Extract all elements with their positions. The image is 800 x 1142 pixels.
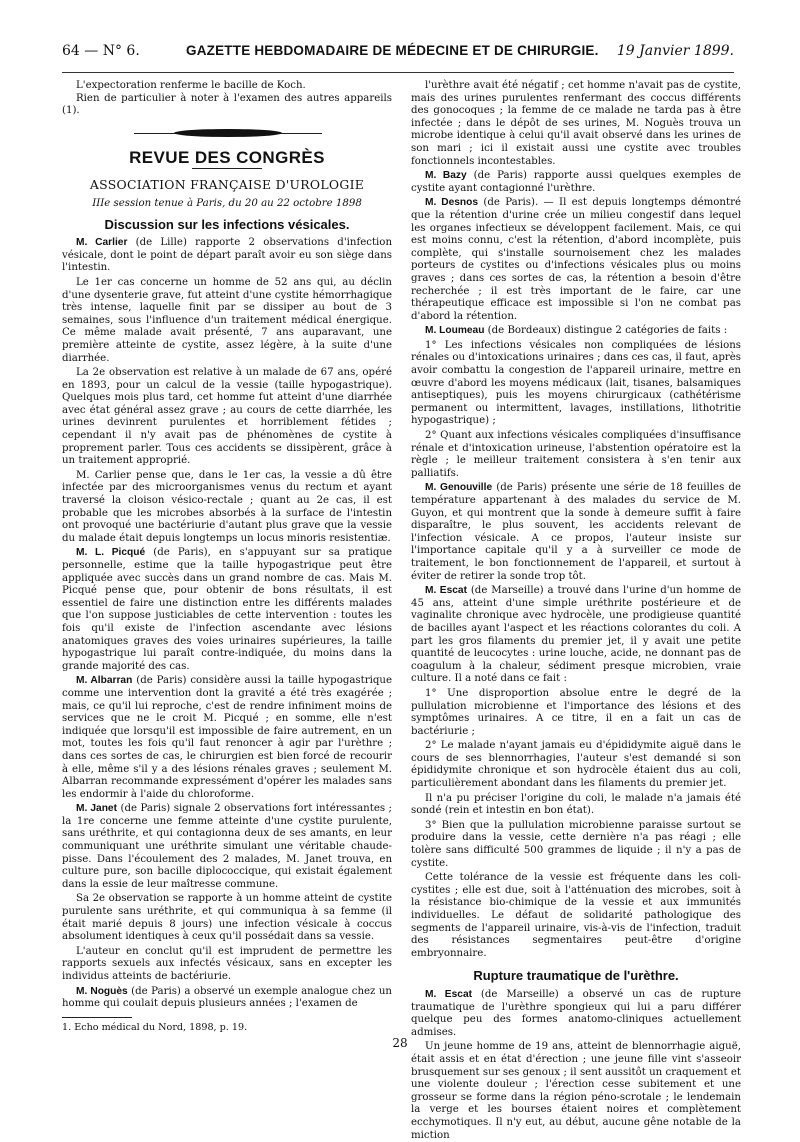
paragraph: 3° Bien que la pullulation microbienne paraisse surtout se produire dans la vessie, cette dernière n'a pas réagi ; elle tolère sans difficulté 500 grammes de liquide ; il n'y a pas de cystite. <box>411 819 741 869</box>
speaker-name: M. Carlier <box>76 237 128 249</box>
speaker-name: M. Escat <box>425 988 472 1000</box>
right-column <box>411 80 741 1142</box>
journal-title: GAZETTE HEBDOMADAIRE DE MÉDECINE ET DE CHIRURGIE. <box>186 43 599 58</box>
paragraph: M. Desnos (de Paris). — Il est depuis longtemps démontré que la rétention d'urine crée un milieu congestif dans lequel les organes infectieux se développent facilement. Mais, ce qui est moins connu, c'est la rétention, d'abord incomplète, puis complète, qui s'installe sournoisement chez les malades porteurs de cystites ou d'infections vésicales plus ou moins graves ; dans ces sortes de cas, la rétention a besoin d'être recherchée ; il est très important de le faire, car une thérapeutique efficace est impossible si l'on ne combat pas d'abord la rétention. <box>411 197 741 322</box>
subsection-title-2: Rupture traumatique de l'urèthre. <box>473 968 679 984</box>
paragraph: l'urèthre avait été négatif ; cet homme n'avait pas de cystite, mais des urines purulentes renfermant des coccus différents des gonocoques ; la femme de ce malade ne tarda pas à être infectée ; dans le dépôt de ses urines, M. Noguès trouva un microbe identique à celui qu'il avait observé dans les urines de son mari ; ici il existait aussi une cystite avec troubles fonctionnels incontestables. <box>411 80 741 167</box>
intro-line: L'expectoration renferme le bacille de Koch. <box>76 80 306 91</box>
paragraph: M. Loumeau (de Bordeaux) distingue 2 catégories de faits : <box>425 325 728 337</box>
speaker-name: M. Bazy <box>425 170 467 182</box>
speaker-name: M. Noguès <box>76 985 128 997</box>
speaker-name: M. Loumeau <box>425 325 485 337</box>
left-paragraphs <box>62 237 392 1011</box>
paragraph: 2° Le malade n'ayant jamais eu d'épididymite aiguë dans le cours de ses blennorrhagies, l'auteur s'est demandé si son épididymite chronique et son hydrocèle étaient dus au coli, particulièrement abondant dans les filaments du premier jet. <box>411 740 741 790</box>
paragraph: M. Genouville (de Paris) présente une série de 18 feuilles de température appartenant à des malades du service de M. Guyon, et qui montrent que la sonde à demeure suffit à faire disparaître, le plus souvent, les accidents relevant de l'infection vésicale. A ce propos, l'auteur insiste sur l'importance capitale qu'il y a à surveiller ce mode de traitement, le bon fonctionnement de l'appareil, et surtout à éviter de retirer la sonde trop tôt. <box>411 482 741 582</box>
section-title: REVUE DES CONGRÈS <box>129 147 325 167</box>
paragraph: M. Carlier pense que, dans le 1er cas, la vessie a dû être infectée par des microorganismes venus du rectum et ayant traversé la cloison vésico-rectale ; quant au 2e cas, il est probable que les microbes absorbés à la surface de l'intestin ont provoqué une bactériurie d'autant plus grave que la vessie du malade était depuis longtemps un locus minoris resistentiæ. <box>62 469 392 544</box>
paragraph: Sa 2e observation se rapporte à un homme atteint de cystite purulente sans uréthrite, et qui communiqua à sa femme (il était marié depuis 8 jours) une infection vésicale à coccus absolument identiques à ceux qu'il possédait dans sa vessie. <box>62 893 392 943</box>
association-title: ASSOCIATION FRANÇAISE D'UROLOGIE <box>89 177 365 193</box>
issue-date: 19 Janvier 1899. <box>616 43 734 59</box>
paragraph: La 2e observation est relative à un malade de 67 ans, opéré en 1893, pour un calcul de la vessie (taille hypogastrique). Quelques mois plus tard, cet homme fut atteint d'une diarrhée avec état général assez grave ; au cours de cette diarrhée, les urines devinrent purulentes et horriblement fétides ; cependant il n'y avait pas de phénomènes de cystite à proprement parler. Tous ces accidents se dissipèrent, grâce à un traitement approprié. <box>62 367 392 467</box>
speaker-name: M. Albarran <box>76 675 133 687</box>
intro-line: Rien de particulier à noter à l'examen des autres appareils (1). <box>62 92 392 117</box>
paragraph: 2° Quant aux infections vésicales compliquées d'insuffisance rénale et d'intoxication urineuse, l'abstention opératoire est la règle ; le meilleur traitement consistera à s'en tenir aux palliatifs. <box>411 430 741 479</box>
paragraph: M. Carlier (de Lille) rapporte 2 observations d'infection vésicale, dont le point de départ paraît avoir eu son siège dans l'intestin. <box>62 237 392 274</box>
paragraph: 1° Les infections vésicales non compliquées de lésions rénales ou d'intoxications urinaires ; dans ces cas, il faut, après avoir combattu la congestion de l'appareil urinaire, mettre en œuvre d'abord les moyens médicaux (lait, tisanes, balsamiques antiseptiques), puis les moyens chirurgicaux (cathétérisme permanent ou intermittent, lavages, instillations, lithotritie hypogastrique) ; <box>411 339 741 427</box>
paragraph: Cette tolérance de la vessie est fréquente dans les coli-cystites ; elle est due, soit à l'atténuation des microbes, soit à la résistance bio-chimique de la vessie et aux immunités individuelles. Le défaut de solidarité pathologique des segments de l'appareil urinaire, vis-à-vis de l'infection, traduit des résistances segmentaires peut-être d'origine embryonnaire. <box>411 872 741 959</box>
paragraph: L'auteur en conclut qu'il est imprudent de permettre les rapports sexuels aux infectés vésicaux, sans en excepter les individus atteints de bactériurie. <box>62 945 392 982</box>
paragraph: M. Janet (de Paris) signale 2 observations fort intéressantes ; la 1re concerne une femme atteinte d'une cystite purulente, sans uréthrite, et qui contagionna deux de ses amants, en leur communiquant une uréthrite simulant une véritable chaude-pisse. Dans l'écoulement des 2 malades, M. Janet trouva, en culture pure, son bacille diplococcique, qui existait également dans la essie de leur maîtresse commune. <box>62 803 392 890</box>
title-rule <box>192 168 262 169</box>
subsection-title: Discussion sur les infections vésicales. <box>104 216 350 232</box>
speaker-name: M. Desnos <box>425 197 479 209</box>
paragraph: Le 1er cas concerne un homme de 52 ans qui, au déclin d'une dysenterie grave, fut atteint d'une cystite hémorrhagique très intense, laquelle finit par se dissiper au bout de 3 semaines, sous l'influence d'un traitement médical énergique. Ce même malade avait présenté, 7 ans auparavant, une première atteinte de cystite, assez légère, à la suite d'une diarrhée. <box>62 276 392 364</box>
left-column <box>62 80 392 1034</box>
page-ref: 64 — N° 6. <box>62 43 140 59</box>
footnote-rule <box>62 1017 132 1018</box>
paragraph: M. Bazy (de Paris) rapporte aussi quelques exemples de cystite ayant contagionné l'urèthre. <box>411 170 742 194</box>
paragraph: M. Noguès (de Paris) a observé un exemple analogue chez un homme qui coulait depuis plusieurs années ; l'examen de <box>62 985 392 1010</box>
paragraph: M. Albarran (de Paris) considère aussi la taille hypogastrique comme une intervention dont la gravité a été très exagérée ; mais, ce qu'il lui reproche, c'est de rendre infiniment moins de services que ne le croit M. Picqué ; en somme, elle n'est indiquée que lorsqu'il est impossible de faire autrement, en un mot, toutes les fois qu'il faut renoncer à agir par l'urèthre ; dans ces sortes de cas, le chirurgien est bien forcé de recourir à elle, même s'il y a des lésions rénales graves ; seulement M. Albarran recommande expressément d'opérer les malades sans les endormir à l'aide du chloroforme. <box>62 675 392 800</box>
intro-block <box>62 80 392 118</box>
paragraph: M. Escat (de Marseille) a trouvé dans l'urine d'un homme de 45 ans, atteint d'une simple uréthrite postérieure et de vaginalite chronique avec hydrocèle, une prodigieuse quantité de bacilles ayant l'aspect et les réactions colorantes du coli. A part les gros filaments du premier jet, il y avait une petite quantité de leucocytes : urine louche, acide, ne donnant pas de coagulum à la chaleur, sédiment presque microbien, vraie culture. Il a noté dans ce fait : <box>411 585 741 685</box>
paragraph: M. Escat (de Marseille) a observé un cas de rupture traumatique de l'urèthre spongieux qui lui a paru différer quelque peu des formes anatomo-cliniques actuellement admises. <box>411 988 741 1038</box>
speaker-name: M. Escat <box>425 585 467 597</box>
header-rule <box>62 72 734 73</box>
page-number: 28 <box>392 1036 408 1050</box>
paragraph: Un jeune homme de 19 ans, atteint de blennorrhagie aiguë, était assis et en état d'érection ; une jeune fille vint s'asseoir brusquement sur ses genoux ; il sent aussitôt un craquement et une violente douleur ; l'érection cesse subitement et une grosseur se forme dans la région péno-scrotale ; le lendemain la verge et les bourses étaient noires et complètement ecchymotiques. Il n'y eut, au début, aucune gêne notable de la miction <box>411 1041 741 1141</box>
right-paragraphs-2 <box>411 989 741 1142</box>
speaker-name: M. L. Picqué <box>76 547 146 559</box>
speaker-name: M. Genouville <box>425 482 493 494</box>
paragraph: Il n'a pu préciser l'origine du coli, le malade n'a jamais été sondé (rein et intestin en bon état). <box>411 792 741 817</box>
footnote: 1. Echo médical du Nord, 1898, p. 19. <box>62 1021 248 1033</box>
right-paragraphs <box>411 80 741 960</box>
session-line: IIIe session tenue à Paris, du 20 au 22 octobre 1898 <box>92 197 362 209</box>
speaker-name: M. Janet <box>76 803 117 815</box>
running-header <box>62 43 734 67</box>
paragraph: M. L. Picqué (de Paris), en s'appuyant sur sa pratique personnelle, estime que la taille hypogastrique peut être appliquée avec succès dans un grand nombre de cas. Mais M. Picqué pense que, pour obtenir de bons résultats, il est essentiel de faire une distinction entre les différents malades que l'on suppose justiciables de cette intervention : toutes les fois qu'il existe de l'infection ascendante avec lésions anatomiques graves des voies urinaires supérieures, la taille hypogastrique lui paraît contre-indiquée, du moins dans la grande majorité des cas. <box>62 547 392 672</box>
section-separator <box>62 124 392 144</box>
paragraph: 1° Une disproportion absolue entre le degré de la pullulation microbienne et l'importance des lésions et des symptômes urinaires. A ce titre, il en a fait un cas de bactériurie ; <box>411 687 741 737</box>
